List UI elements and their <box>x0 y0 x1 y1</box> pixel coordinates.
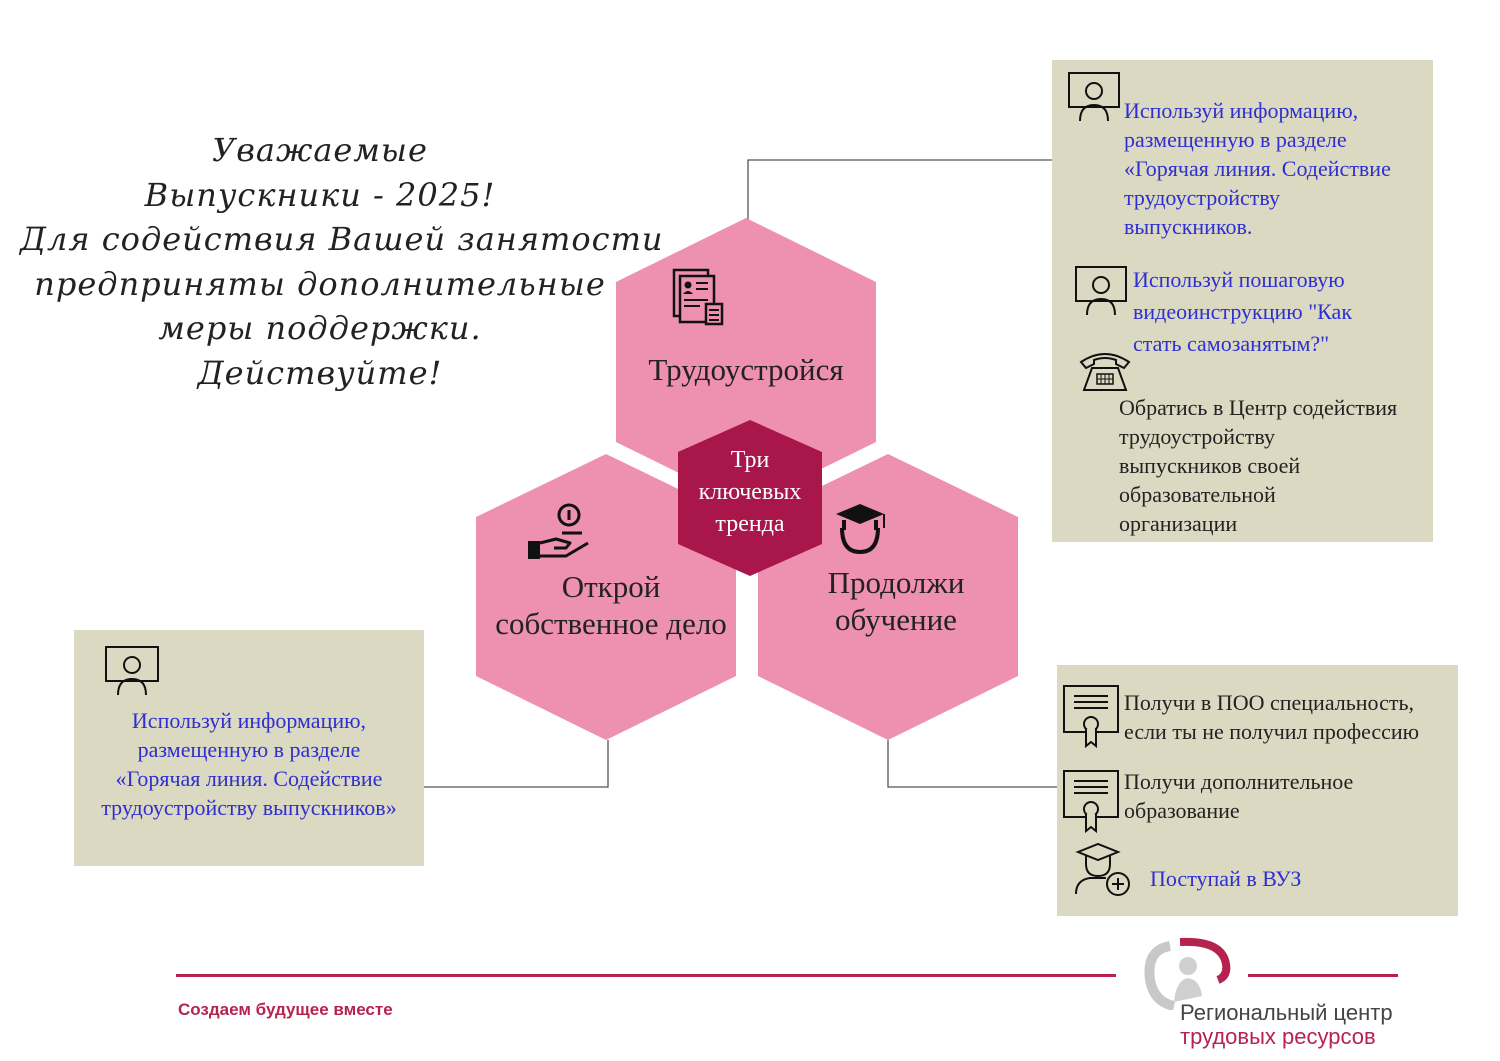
hexagon-business-line: Открой <box>561 569 661 604</box>
logo-mark-icon <box>1140 936 1236 1010</box>
resume-document-icon <box>670 266 726 326</box>
panel-employ-item3-line: организации <box>1119 511 1238 536</box>
logo-text-top: Региональный центр <box>1180 1000 1393 1025</box>
greeting-line: Уважаемые <box>212 131 428 169</box>
panel-study-item1 <box>1124 688 1419 746</box>
panel-employ-item3-line: выпускников своей <box>1119 453 1301 478</box>
greeting-line: Выпускники - 2025! <box>144 175 496 214</box>
panel-study-item2-line: Получи дополнительное <box>1124 769 1354 794</box>
panel-business-item1-line: трудоустройству выпускников» <box>101 795 397 820</box>
hand-coin-icon <box>526 503 594 563</box>
footer-divider <box>1248 974 1398 977</box>
panel-study-item1-line: если ты не получил профессию <box>1124 719 1420 744</box>
panel-study-item1-line: Получи в ПОО специальность, <box>1124 690 1415 715</box>
hexagon-study-line: обучение <box>835 602 957 637</box>
panel-employ-item3 <box>1119 393 1397 538</box>
panel-study-item3: Поступай в ВУЗ <box>1150 866 1302 891</box>
panel-employ-item2-line: Используй пошаговую <box>1133 267 1345 292</box>
panel-employ-item2-line: стать самозанятым?" <box>1133 331 1330 356</box>
panel-study-item2-line: образование <box>1124 798 1240 823</box>
certificate-icon <box>1062 684 1120 750</box>
hexagon-business-label <box>476 568 746 642</box>
panel-employ-item1 <box>1124 96 1391 241</box>
panel-business-item1-line: Используй информацию, <box>131 708 367 733</box>
center-line: тренда <box>715 511 785 537</box>
greeting-line: Действуйте! <box>197 353 443 392</box>
panel-employ-item2 <box>1133 264 1352 360</box>
user-monitor-icon <box>1074 265 1128 319</box>
panel-employ-item1-line: выпускников. <box>1124 214 1253 239</box>
panel-employ-item3-line: Обратись в Центр содействия <box>1119 395 1398 420</box>
user-monitor-icon <box>1067 71 1121 125</box>
greeting-line: предприняты дополнительные <box>34 264 606 303</box>
greeting-text <box>20 128 664 395</box>
panel-employ-item1-line: размещенную в разделе <box>1124 127 1347 152</box>
connector-employ <box>748 160 1052 220</box>
panel-study-item2 <box>1124 767 1353 825</box>
logo-text-bottom: трудовых ресурсов <box>1180 1024 1376 1049</box>
panel-employ-item3-line: трудоустройству <box>1119 424 1275 449</box>
graduate-icon <box>832 500 888 556</box>
connector-study <box>888 740 1057 787</box>
center-label <box>680 444 820 540</box>
panel-employ-item1-line: Используй информацию, <box>1124 98 1359 123</box>
hexagon-study-line: Продолжи <box>827 565 965 600</box>
hexagon-business-line: собственное дело <box>495 606 727 641</box>
connector-business <box>424 740 608 787</box>
hexagon-employ-label: Трудоустройся <box>648 352 844 387</box>
panel-employ-item3-line: образовательной <box>1119 482 1276 507</box>
center-line: Три <box>730 447 770 473</box>
footer-divider <box>176 974 1116 977</box>
panel-business-item1-line: размещенную в разделе <box>137 737 361 762</box>
panel-employ-item1-line: «Горячая линия. Содействие <box>1124 156 1391 181</box>
greeting-line: меры поддержки. <box>158 309 482 347</box>
panel-employ-item1-line: трудоустройству <box>1124 185 1280 210</box>
footer-slogan: Создаем будущее вместе <box>178 1000 393 1019</box>
telephone-icon <box>1078 348 1132 392</box>
panel-business-item1-line: «Горячая линия. Содействие <box>115 766 383 791</box>
certificate-icon <box>1062 769 1120 835</box>
greeting-line: Для содействия Вашей занятости <box>20 220 664 258</box>
center-line: ключевых <box>698 479 802 505</box>
user-monitor-icon <box>104 645 160 699</box>
panel-employ-item2-line: видеоинструкцию "Как <box>1133 299 1353 324</box>
hexagon-study-label <box>758 564 1034 638</box>
graduate-plus-icon <box>1072 842 1134 898</box>
panel-business-item1 <box>74 706 424 822</box>
